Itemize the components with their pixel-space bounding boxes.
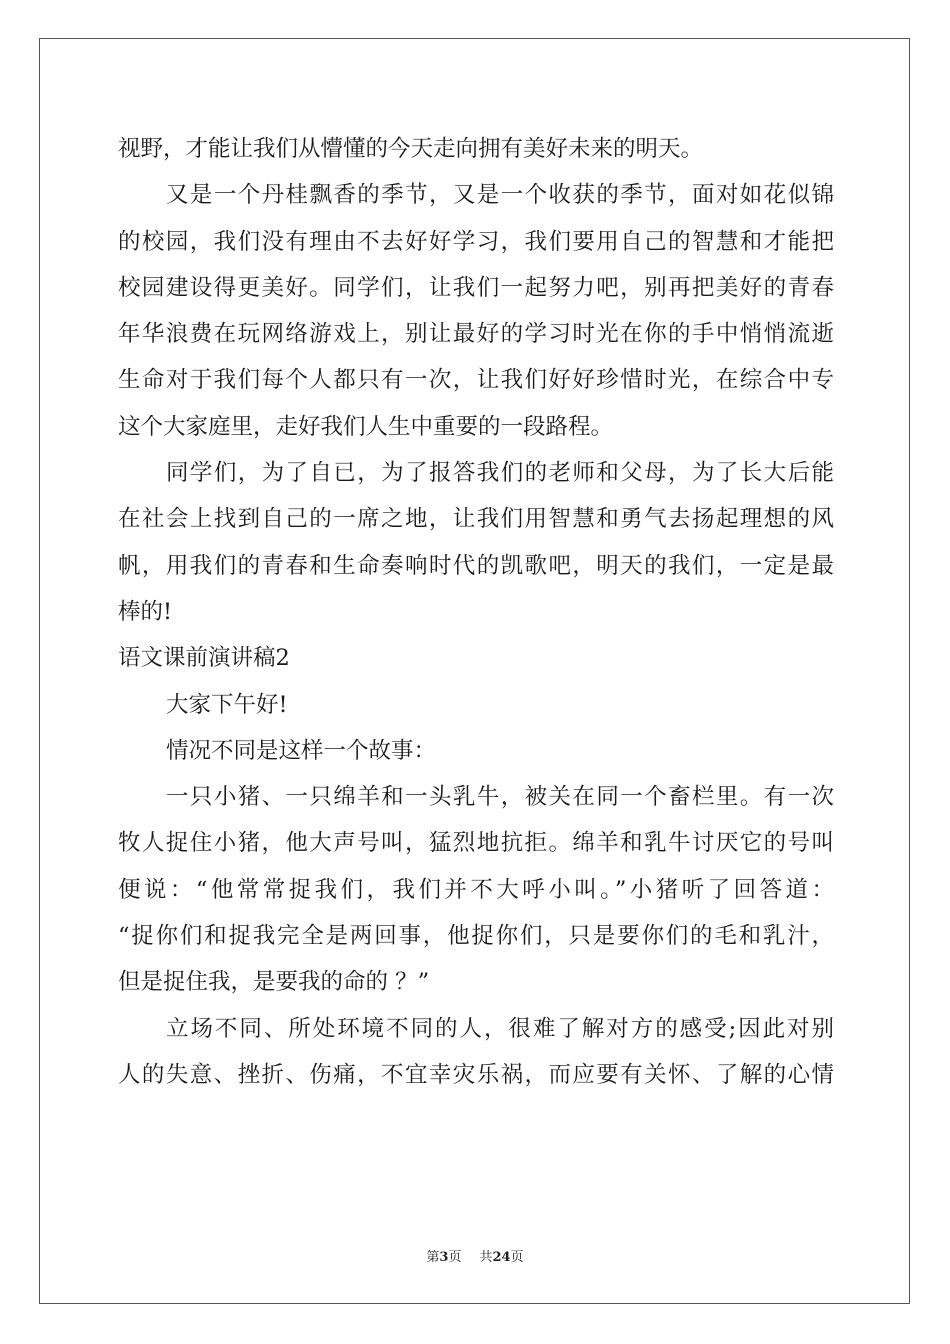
page-number: 3 [439, 1250, 449, 1265]
text-line: 立场不同、所处环境不同的人，很难了解对方的感受;因此对别 [166, 1015, 834, 1042]
text-line: 便说：“他常常捉我们，我们并不大呼小叫。”小猪听了回答道： [118, 876, 834, 903]
text-line: 在社会上找到自己的一席之地，让我们用智慧和勇气去扬起理想的风 [118, 506, 834, 533]
document-body [118, 126, 834, 1098]
text-line: 同学们，为了自已，为了报答我们的老师和父母，为了长大后能 [166, 460, 834, 487]
text-line: 的校园，我们没有理由不去好好学习，我们要用自己的智慧和才能把 [118, 228, 834, 255]
section-heading: 语文课前演讲稿2 [118, 645, 290, 672]
page-suffix: 页 [448, 1250, 462, 1265]
text-line: 视野，才能让我们从懵懂的今天走向拥有美好未来的明天。 [118, 136, 704, 162]
text-line: 一只小猪、一只绵羊和一头乳牛，被关在同一个畜栏里。有一次 [166, 784, 834, 811]
text-line: 生命对于我们每个人都只有一次，让我们好好珍惜时光，在综合中专 [118, 367, 834, 394]
total-pages: 24 [492, 1250, 511, 1265]
text-line: 校园建设得更美好。同学们，让我们一起努力吧，别再把美好的青春 [118, 274, 834, 301]
page-footer [0, 1246, 950, 1265]
total-suffix: 页 [510, 1250, 524, 1265]
text-line: 人的失意、挫折、伤痛，不宜幸灾乐祸，而应要有关怀、了解的心情 [118, 1061, 834, 1088]
text-line: 帆，用我们的青春和生命奏响时代的凯歌吧，明天的我们，一定是最 [118, 552, 834, 579]
text-line: “捉你们和捉我完全是两回事，他捉你们，只是要你们的毛和乳汁， [118, 923, 834, 950]
text-line: 年华浪费在玩网络游戏上，别让最好的学习时光在你的手中悄悄流逝 [118, 321, 834, 348]
text-line: 棒的! [118, 598, 173, 625]
text-line: 大家下午好! [166, 691, 288, 718]
total-prefix: 共 [479, 1250, 493, 1265]
text-line: 牧人捉住小猪，他大声号叫，猛烈地抗拒。绵羊和乳牛讨厌它的号叫 [118, 830, 834, 857]
text-line: 情况不同是这样一个故事： [166, 737, 437, 764]
text-line: 又是一个丹桂飘香的季节，又是一个收获的季节，面对如花似锦 [166, 182, 834, 209]
text-line: 这个大家庭里，走好我们人生中重要的一段路程。 [118, 413, 614, 440]
page-prefix: 第 [426, 1250, 440, 1265]
text-line: 但是捉住我，是要我的命的 ？” [118, 969, 430, 996]
